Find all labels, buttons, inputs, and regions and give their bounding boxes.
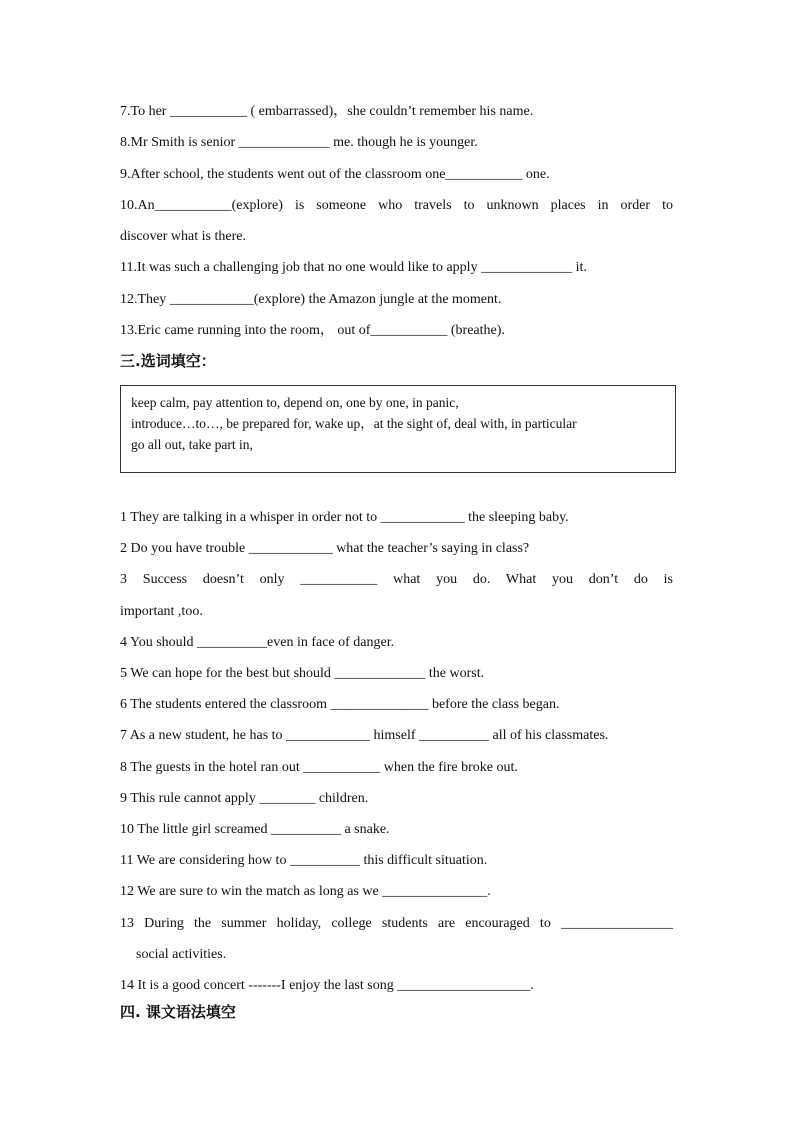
fill-item-5: 5 We can hope for the best but should _____________ the worst.	[120, 666, 485, 681]
fill-item-12: 12 We are sure to win the match as long as we _______________.	[120, 884, 491, 899]
exercise-item-12: 12.They ____________(explore) the Amazon jungle at the moment.	[120, 292, 502, 307]
fill-item-9: 9 This rule cannot apply ________ children.	[120, 791, 369, 806]
fill-item-7: 7 As a new student, he has to ____________ himself __________ all of his classmates.	[120, 728, 609, 743]
exercise-item-13: 13.Eric came running into the room， out of___________ (breathe).	[120, 323, 505, 338]
exercise-item-10-continued: discover what is there.	[120, 229, 246, 244]
exercise-item-9: 9.After school, the students went out of the classroom one___________ one.	[120, 167, 550, 182]
exercise-item-11: 11.It was such a challenging job that no one would like to apply _____________ it.	[120, 260, 587, 275]
fill-item-10: 10 The little girl screamed __________ a snake.	[120, 822, 390, 837]
fill-item-13-continued: social activities.	[136, 947, 227, 962]
exercise-item-7: 7.To her ___________ ( embarrassed)，she couldn’t remember his name.	[120, 104, 534, 119]
word-bank-line: go all out, take part in,	[131, 437, 253, 452]
section-four-heading: 四. 课文语法填空	[120, 1003, 236, 1021]
word-bank-line: keep calm, pay attention to, depend on, one by one, in panic,	[131, 395, 459, 410]
fill-item-13: 13 During the summer holiday, college students are encouraged to ________________	[120, 916, 673, 931]
exercise-item-8: 8.Mr Smith is senior _____________ me. though he is younger.	[120, 135, 478, 150]
section-three-heading: 三.选词填空：	[120, 352, 216, 370]
fill-item-6: 6 The students entered the classroom ______________ before the class began.	[120, 697, 560, 712]
fill-item-3: 3 Success doesn’t only ___________ what you do. What you don’t do is	[120, 572, 673, 587]
exercise-item-10: 10.An___________(explore) is someone who travels to unknown places in order to	[120, 198, 673, 213]
fill-item-4: 4 You should __________even in face of danger.	[120, 635, 395, 650]
word-bank-line: introduce…to…, be prepared for, wake up，at the sight of, deal with, in particular	[131, 416, 577, 431]
fill-item-3-continued: important ,too.	[120, 604, 203, 619]
fill-item-8: 8 The guests in the hotel ran out ___________ when the fire broke out.	[120, 760, 518, 775]
fill-item-1: 1 They are talking in a whisper in order not to ____________ the sleeping baby.	[120, 510, 569, 525]
fill-item-2: 2 Do you have trouble ____________ what the teacher’s saying in class?	[120, 541, 530, 556]
word-bank-box	[120, 385, 676, 473]
fill-item-11: 11 We are considering how to __________ this difficult situation.	[120, 853, 488, 868]
fill-item-14: 14 It is a good concert -------I enjoy the last song ___________________.	[120, 978, 534, 993]
